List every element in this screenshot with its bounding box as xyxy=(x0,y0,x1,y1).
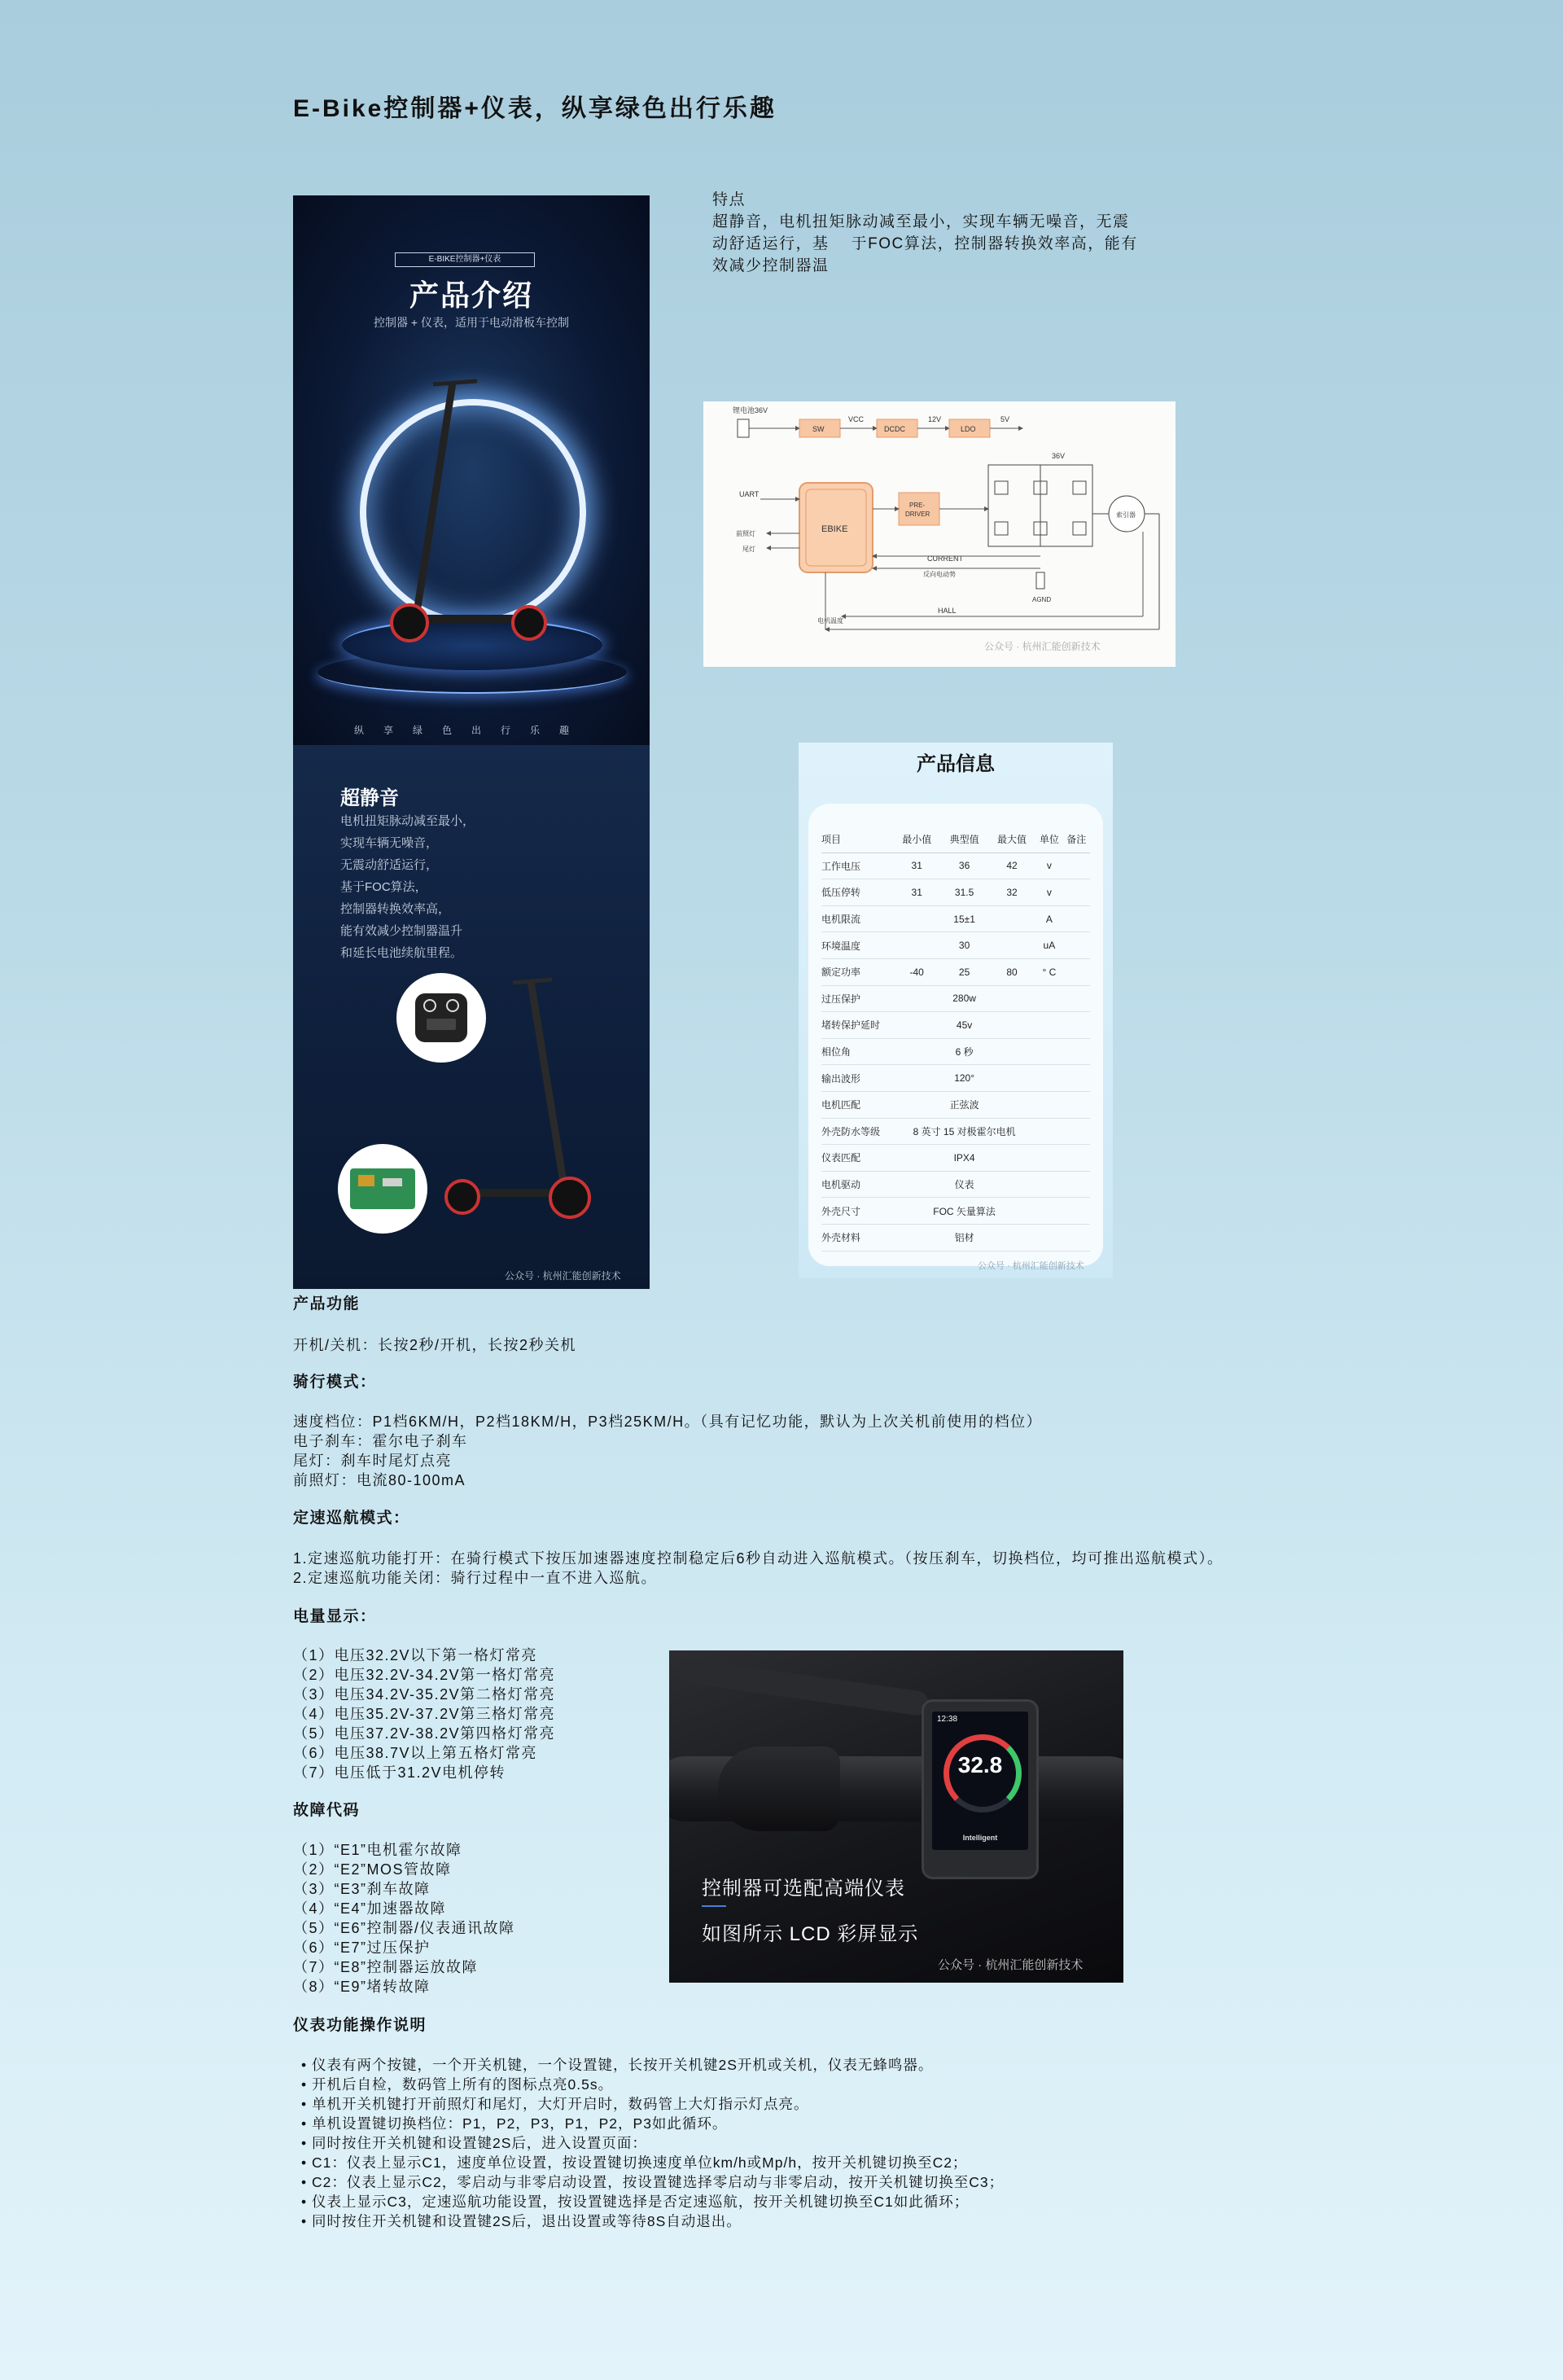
meter-list xyxy=(301,2055,1004,2231)
motor-label: 索引器 xyxy=(1116,511,1136,519)
battery-heading: 电量显示： xyxy=(293,1608,377,1625)
ebike-label: EBIKE xyxy=(821,524,848,534)
spec-cell xyxy=(1035,1012,1062,1039)
spec-cell: 外壳防水等级 xyxy=(821,1118,893,1145)
fault-line: （6）“E7”过压保护 xyxy=(293,1940,431,1956)
spec-cell: 外壳尺寸 xyxy=(821,1198,893,1225)
sw-label: SW xyxy=(812,425,825,433)
spec-cell: 工作电压 xyxy=(821,853,893,879)
meter-line xyxy=(301,2192,1004,2211)
spec-header-row xyxy=(821,826,1090,853)
meter-line-text: 同时按住开关机键和设置键2S后，退出设置或等待8S自动退出。 xyxy=(312,2213,742,2229)
lcd-caption-1: 控制器可选配高端仪表 xyxy=(702,1878,905,1900)
battery-list xyxy=(293,1646,555,1782)
lcd-time: 12:38 xyxy=(937,1715,958,1724)
features-line: 效减少控制器温 xyxy=(712,257,830,274)
fault-line: （4）“E4”加速器故障 xyxy=(293,1900,447,1917)
fault-line: （1）“E1”电机霍尔故障 xyxy=(293,1842,462,1858)
spec-row xyxy=(821,1065,1090,1092)
cruise-line: 1.定速巡航功能打开：在骑行模式下按压加速器速度控制稳定后6秒自动进入巡航模式。（按压刹车，切换档位，均可推出巡航模式）。 xyxy=(293,1550,1224,1567)
ride-line: 前照灯：电流80-100mA xyxy=(293,1472,466,1488)
spec-cell: 铝材 xyxy=(893,1224,1035,1251)
bullet-icon: • xyxy=(301,2174,312,2190)
bullet-icon: • xyxy=(301,2057,312,2073)
spec-cell xyxy=(1035,1065,1062,1092)
spec-row xyxy=(821,905,1090,932)
spec-cell xyxy=(1035,1091,1062,1118)
fault-list xyxy=(293,1840,515,1996)
meter-line-text: 同时按住开关机键和设置键2S后，进入设置页面： xyxy=(312,2135,647,2151)
meter-line xyxy=(301,2153,1004,2172)
taillight-label: 尾灯 xyxy=(742,546,755,553)
poster-title: 产品介绍 xyxy=(409,278,533,312)
features-block xyxy=(712,189,1201,277)
cruise-list xyxy=(293,1549,1224,1588)
spec-cell xyxy=(1035,985,1062,1012)
spec-cell: 15±1 xyxy=(893,905,1035,932)
page-title: E-Bike控制器+仪表，纵享绿色出行乐趣 xyxy=(293,95,777,122)
product-intro-poster xyxy=(293,195,650,745)
meter-line xyxy=(301,2055,1004,2075)
spec-cell xyxy=(1035,1224,1062,1251)
spec-header-cell: 备注 xyxy=(1063,826,1090,853)
spec-cell: A xyxy=(1035,905,1062,932)
battery-line: （5）电压37.2V-38.2V第四格灯常亮 xyxy=(293,1725,556,1742)
spec-cell xyxy=(1063,1012,1090,1039)
meter-line xyxy=(301,2172,1004,2192)
ride-heading: 骑行模式： xyxy=(293,1374,377,1391)
silent-line: 基于FOC算法， xyxy=(340,880,427,894)
block-diagram xyxy=(703,401,1176,667)
bullet-icon: • xyxy=(301,2135,312,2151)
spec-cell xyxy=(1063,1038,1090,1065)
grip xyxy=(718,1747,840,1831)
meter-line xyxy=(301,2133,1004,2153)
spec-row xyxy=(821,1224,1090,1251)
battery-line: （7）电压低于31.2V电机停转 xyxy=(293,1764,506,1781)
spec-cell xyxy=(1063,985,1090,1012)
spec-cell: 32 xyxy=(988,879,1035,906)
spec-cell: 堵转保护延时 xyxy=(821,1012,893,1039)
fault-line: （5）“E6”控制器/仪表通讯故障 xyxy=(293,1920,515,1936)
cruise-heading: 定速巡航模式： xyxy=(293,1510,410,1527)
features-heading: 特点 xyxy=(712,191,746,208)
meter-line xyxy=(301,2114,1004,2133)
lcd-meter-photo xyxy=(669,1650,1123,1983)
spec-cell: 仪表匹配 xyxy=(821,1145,893,1172)
spec-row xyxy=(821,1171,1090,1198)
lcd-brand: Intelligent xyxy=(962,1834,998,1842)
spec-row xyxy=(821,1118,1090,1145)
fault-line: （3）“E3”刹车故障 xyxy=(293,1881,431,1897)
spec-cell xyxy=(1063,879,1090,906)
spec-cell xyxy=(1035,1118,1062,1145)
spec-cell: ° C xyxy=(1035,958,1062,985)
spec-cell: 45v xyxy=(893,1012,1035,1039)
spec-row xyxy=(821,853,1090,879)
info-title: 产品信息 xyxy=(917,753,995,775)
spec-cell: 低压停转 xyxy=(821,879,893,906)
spec-cell xyxy=(1063,1198,1090,1225)
battery-label: 锂电池36V xyxy=(733,406,768,414)
ride-line: 电子刹车：霍尔电子刹车 xyxy=(293,1433,468,1449)
features-line: 超静音，电机扭矩脉动减至最小，实现车辆无噪音，无震 xyxy=(712,213,1130,230)
fault-line: （2）“E2”MOS管故障 xyxy=(293,1861,452,1878)
spec-row xyxy=(821,958,1090,985)
spec-cell: 过压保护 xyxy=(821,985,893,1012)
spec-cell xyxy=(1063,958,1090,985)
silent-line: 控制器转换效率高， xyxy=(340,902,451,916)
spec-panel xyxy=(808,804,1103,1266)
spec-cell: -40 xyxy=(893,958,940,985)
spec-cell: 8 英寸 15 对极霍尔电机 xyxy=(893,1118,1035,1145)
spec-cell: 31 xyxy=(893,853,940,879)
bullet-icon: • xyxy=(301,2213,312,2229)
spec-row xyxy=(821,1012,1090,1039)
spec-cell: 仪表 xyxy=(893,1171,1035,1198)
silent-poster xyxy=(293,745,650,1289)
poster-subtitle: 控制器 + 仪表，适用于电动滑板车控制 xyxy=(374,316,569,329)
poster-watermark: 公众号 · 杭州汇能创新技术 xyxy=(505,1270,621,1282)
vcc-label: VCC xyxy=(848,415,865,423)
spec-cell xyxy=(1063,1091,1090,1118)
fault-line: （7）“E8”控制器运放故障 xyxy=(293,1959,479,1975)
cruise-line: 2.定速巡航功能关闭：骑行过程中一直不进入巡航。 xyxy=(293,1570,658,1586)
meter-line-text: 单机开关机键打开前照灯和尾灯，大灯开启时，数码管上大灯指示灯点亮。 xyxy=(312,2096,809,2112)
spec-table xyxy=(821,826,1090,1251)
back-emf-label: 反向电动势 xyxy=(923,571,956,578)
spec-cell xyxy=(1035,1145,1062,1172)
spec-cell: 额定功率 xyxy=(821,958,893,985)
spec-cell: 42 xyxy=(988,853,1035,879)
spec-cell xyxy=(1063,905,1090,932)
spec-cell: 电机限流 xyxy=(821,905,893,932)
bullet-icon: • xyxy=(301,2115,312,2132)
agnd-label: AGND xyxy=(1032,596,1052,603)
spec-cell: v xyxy=(1035,879,1062,906)
battery-line: （4）电压35.2V-37.2V第三格灯常亮 xyxy=(293,1706,556,1722)
meter-heading: 仪表功能操作说明 xyxy=(293,2017,427,2034)
product-info-card xyxy=(799,743,1113,1278)
circuit-diagram xyxy=(703,401,1176,667)
power-text: 开机/关机：长按2秒/开机，长按2秒关机 xyxy=(293,1337,577,1353)
36v-label: 36V xyxy=(1052,452,1066,460)
lcd-speed: 32.8 xyxy=(957,1752,1003,1777)
spec-header-cell: 典型值 xyxy=(940,826,987,853)
bullet-icon: • xyxy=(301,2096,312,2112)
battery-line: （2）电压32.2V-34.2V第一格灯常亮 xyxy=(293,1667,556,1683)
spec-row xyxy=(821,985,1090,1012)
spec-cell: 280w xyxy=(893,985,1035,1012)
spec-header-cell: 最大值 xyxy=(988,826,1035,853)
bullet-icon: • xyxy=(301,2154,312,2171)
spec-header-cell: 最小值 xyxy=(893,826,940,853)
spec-row xyxy=(821,1145,1090,1172)
lcd-caption-2: 如图所示 LCD 彩屏显示 xyxy=(702,1923,919,1945)
spec-cell xyxy=(1063,1118,1090,1145)
silent-line: 和延长电池续航里程。 xyxy=(340,946,463,960)
spec-cell: 80 xyxy=(988,958,1035,985)
12v-label: 12V xyxy=(928,415,942,423)
uart-label: UART xyxy=(739,490,760,498)
spec-cell: 31.5 xyxy=(940,879,987,906)
spec-cell: 正弦波 xyxy=(893,1091,1035,1118)
bullet-icon: • xyxy=(301,2194,312,2210)
spec-cell xyxy=(1063,1145,1090,1172)
spec-cell xyxy=(1035,1198,1062,1225)
meter-line-text: 开机后自检，数码管上所有的图标点亮0.5s。 xyxy=(312,2076,614,2093)
features-line: 动舒适运行，基 于FOC算法，控制器转换效率高，能有 xyxy=(712,235,1138,252)
poster-footer: 纵享绿色出行乐趣 xyxy=(353,725,589,736)
spec-cell: 电机匹配 xyxy=(821,1091,893,1118)
ldo-label: LDO xyxy=(961,425,976,433)
spec-cell: 120° xyxy=(893,1065,1035,1092)
silent-line: 实现车辆无噪音， xyxy=(340,836,439,850)
battery-line: （3）电压34.2V-35.2V第二格灯常亮 xyxy=(293,1686,556,1703)
spec-cell: 25 xyxy=(940,958,987,985)
battery-line: （1）电压32.2V以下第一格灯常亮 xyxy=(293,1647,538,1663)
spec-cell xyxy=(1063,932,1090,959)
spec-row xyxy=(821,1091,1090,1118)
functions-heading: 产品功能 xyxy=(293,1295,361,1313)
dcdc-label: DCDC xyxy=(884,425,905,433)
brake-lever xyxy=(676,1658,930,1717)
scooter-detail-illustration xyxy=(293,745,650,1289)
spec-cell xyxy=(1063,853,1090,879)
meter-line-text: C1：仪表上显示C1，速度单位设置，按设置键切换速度单位km/h或Mp/h，按开关机键切换至C2； xyxy=(312,2154,968,2171)
spec-cell: IPX4 xyxy=(893,1145,1035,1172)
meter-line xyxy=(301,2075,1004,2094)
ride-line: 尾灯：刹车时尾灯点亮 xyxy=(293,1453,452,1469)
predriver-label: DRIVER xyxy=(905,511,930,518)
5v-label: 5V xyxy=(1000,415,1010,423)
silent-line: 能有效减少控制器温升 xyxy=(340,924,463,938)
meter-line-text: 单机设置键切换档位：P1，P2，P3，P1，P2，P3如此循环。 xyxy=(312,2115,728,2132)
spec-cell: 6 秒 xyxy=(893,1038,1035,1065)
spec-cell: 相位角 xyxy=(821,1038,893,1065)
spec-row xyxy=(821,1038,1090,1065)
spec-cell xyxy=(1063,1224,1090,1251)
bullet-icon: • xyxy=(301,2076,312,2093)
spec-cell: 环境温度 xyxy=(821,932,893,959)
spec-cell: 外壳材料 xyxy=(821,1224,893,1251)
scooter-illustration xyxy=(293,195,650,745)
spec-cell: 31 xyxy=(893,879,940,906)
meter-line-text: 仪表有两个按键，一个开关机键，一个设置键，长按开关机键2S开机或关机，仪表无蜂鸣器。 xyxy=(312,2057,934,2073)
spec-row xyxy=(821,932,1090,959)
lcd-screen xyxy=(932,1712,1028,1850)
lcd-device xyxy=(922,1699,1039,1879)
spec-cell: 30 xyxy=(893,932,1035,959)
spec-cell: uA xyxy=(1035,932,1062,959)
fault-heading: 故障代码 xyxy=(293,1802,361,1819)
fault-line: （8）“E9”堵转故障 xyxy=(293,1979,431,1995)
ride-line: 速度档位：P1档6KM/H，P2档18KM/H，P3档25KM/H。（具有记忆功能，默认为上次关机前使用的档位） xyxy=(293,1414,1043,1430)
headlight-label: 前照灯 xyxy=(736,530,755,537)
diagram-watermark: 公众号 · 杭州汇能创新技术 xyxy=(984,641,1101,652)
current-label: CURRENT xyxy=(927,554,963,563)
spec-cell: v xyxy=(1035,853,1062,879)
meter-line-text: 仪表上显示C3，定速巡航功能设置，按设置键选择是否定速巡航，按开关机键切换至C1如此循环； xyxy=(312,2194,970,2210)
spec-cell: 输出波形 xyxy=(821,1065,893,1092)
spec-cell: FOC 矢量算法 xyxy=(893,1198,1035,1225)
meter-line xyxy=(301,2211,1004,2231)
spec-cell xyxy=(1063,1171,1090,1198)
spec-cell: 电机驱动 xyxy=(821,1171,893,1198)
spec-header-cell: 单位 xyxy=(1035,826,1062,853)
silent-line: 无震动舒适运行， xyxy=(340,858,439,872)
spec-row xyxy=(821,1198,1090,1225)
spec-header-cell: 项目 xyxy=(821,826,893,853)
silent-line: 电机扭矩脉动减至最小， xyxy=(340,814,475,828)
meter-line xyxy=(301,2094,1004,2114)
battery-line: （6）电压38.7V以上第五格灯常亮 xyxy=(293,1745,538,1761)
hall-label: HALL xyxy=(938,607,957,615)
motor-temp-label: 电机温度 xyxy=(817,617,843,625)
spec-cell: 36 xyxy=(940,853,987,879)
silent-title: 超静音 xyxy=(340,787,399,809)
spec-cell xyxy=(1063,1065,1090,1092)
lcd-watermark: 公众号 · 杭州汇能创新技术 xyxy=(938,1958,1084,1972)
spec-row xyxy=(821,879,1090,906)
meter-line-text: C2：仪表上显示C2，零启动与非零启动设置，按设置键选择零启动与非零启动，按开关机键切换至C3； xyxy=(312,2174,1005,2190)
predriver-label: PRE- xyxy=(909,502,926,509)
spec-cell xyxy=(1035,1038,1062,1065)
info-watermark: 公众号 · 杭州汇能创新技术 xyxy=(978,1261,1084,1271)
spec-cell xyxy=(1035,1171,1062,1198)
ride-list xyxy=(293,1412,1042,1490)
poster-tag: E-BIKE控制器+仪表 xyxy=(395,252,535,267)
caption-divider xyxy=(702,1905,726,1907)
